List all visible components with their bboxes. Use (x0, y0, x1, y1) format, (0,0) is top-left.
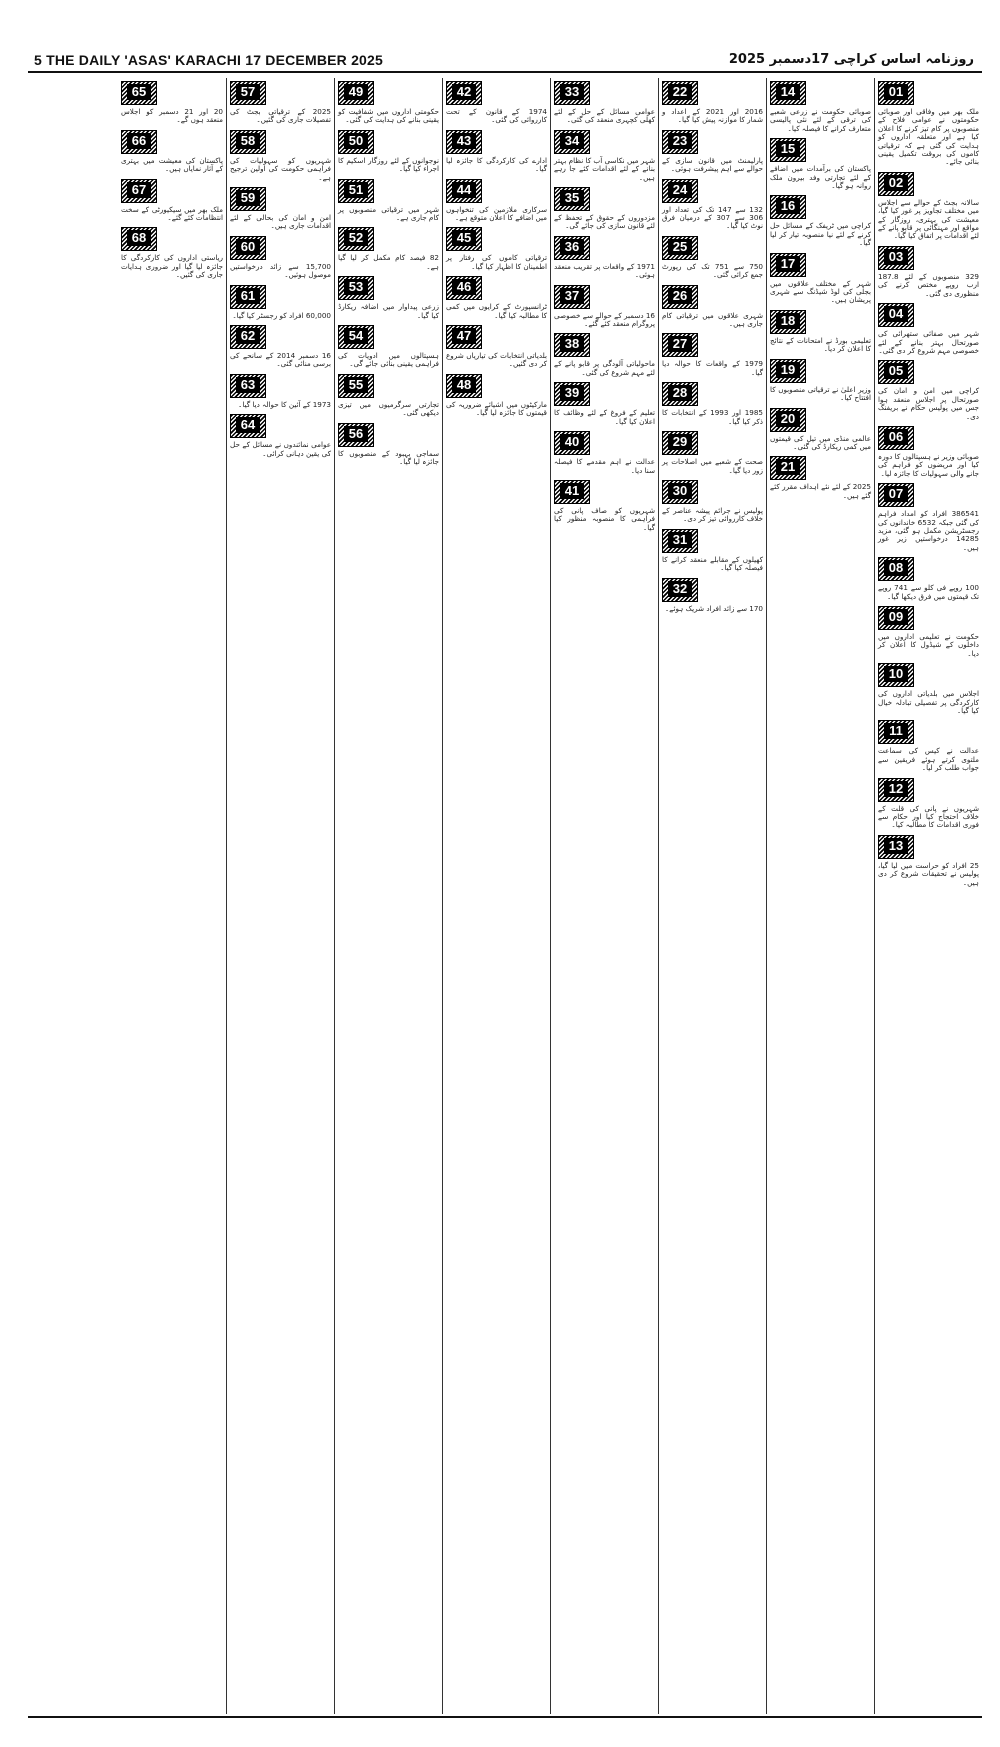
news-story (662, 382, 763, 426)
story-text: شہریوں کو سہولیات کی فراہمی حکومت کی اولین ترجیح ہے۔ (230, 155, 331, 182)
story-number: 43 (452, 133, 476, 149)
story-number-badge (446, 276, 482, 300)
story-text: 82 فیصد کام مکمل کر لیا گیا ہے۔ (338, 253, 439, 271)
story-text: بلدیاتی انتخابات کی تیاریاں شروع کر دی گئیں۔ (446, 351, 547, 369)
story-number: 60 (236, 239, 260, 255)
story-number: 24 (668, 182, 692, 198)
story-text: صحت کے شعبے میں اصلاحات پر زور دیا گیا۔ (662, 457, 763, 475)
story-text: 2025 کے ترقیاتی بجٹ کی تفصیلات جاری کی گئیں۔ (230, 107, 331, 125)
story-number: 58 (236, 133, 260, 149)
story-text: تجارتی سرگرمیوں میں تیزی دیکھی گئی۔ (338, 399, 439, 418)
story-number: 31 (668, 532, 692, 548)
news-story (662, 236, 763, 280)
story-number: 06 (884, 429, 908, 445)
news-story (554, 236, 655, 280)
news-story (662, 480, 763, 524)
story-number: 56 (344, 426, 368, 442)
news-story (554, 187, 655, 231)
story-number-badge (770, 456, 806, 480)
story-text: صوبائی وزیر نے ہسپتالوں کا دورہ کیا اور مریضوں کو فراہم کی جانے والی سہولیات کا جائزہ لیا۔ (878, 451, 979, 478)
story-number-badge (554, 333, 590, 357)
story-number: 07 (884, 486, 908, 502)
story-number: 54 (344, 328, 368, 344)
story-number-badge (230, 130, 266, 154)
news-story (878, 303, 979, 355)
story-number: 61 (236, 288, 260, 304)
story-number-badge (878, 835, 914, 859)
story-number-badge (878, 303, 914, 327)
news-story (662, 431, 763, 475)
news-story (662, 81, 763, 125)
news-story (662, 285, 763, 329)
news-story (770, 456, 871, 500)
story-text: 16 دسمبر 2014 کے سانحے کی برسی منائی گئی۔ (230, 351, 331, 369)
story-number-badge (878, 81, 914, 105)
story-text: پولیس نے جرائم پیشہ عناصر کے خلاف کارروائی تیز کر دی۔ (662, 505, 763, 524)
story-text: ریاستی اداروں کی کارکردگی کا جائزہ لیا گیا اور ضروری ہدایات جاری کی گئیں۔ (121, 253, 223, 280)
story-text: عوامی نمائندوں نے مسائل کے حل کی یقین دہانی کرائی۔ (230, 440, 331, 458)
news-story (446, 81, 547, 125)
story-number-badge (230, 236, 266, 260)
story-text: شہریوں کو صاف پانی کی فراہمی کا منصوبہ منظور کیا گیا۔ (554, 505, 655, 532)
column-4 (550, 78, 658, 1714)
news-story (878, 557, 979, 601)
page-header (0, 0, 1000, 74)
story-text: عوامی مسائل کے حل کے لئے کھلی کچہری منعقد کی گئی۔ (554, 107, 655, 125)
story-number-badge (338, 81, 374, 105)
story-number-badge (338, 179, 374, 203)
footer-rule (28, 1716, 982, 1718)
story-number: 36 (560, 239, 584, 255)
story-number: 32 (668, 581, 692, 597)
story-number-badge (770, 310, 806, 334)
story-number-badge (121, 130, 157, 154)
story-number-badge (662, 179, 698, 203)
story-number: 34 (560, 133, 584, 149)
story-number: 52 (344, 230, 368, 246)
story-number-badge (662, 130, 698, 154)
news-story (338, 130, 439, 174)
news-story (446, 227, 547, 271)
story-text: اجلاس میں بلدیاتی اداروں کی کارکردگی پر تفصیلی تبادلہ خیال کیا گیا۔ (878, 689, 979, 716)
news-story (230, 414, 331, 458)
news-story (554, 285, 655, 329)
news-story (446, 374, 547, 418)
story-number-badge (121, 179, 157, 203)
story-text: زرعی پیداوار میں اضافہ ریکارڈ کیا گیا۔ (338, 302, 439, 320)
story-number: 13 (884, 838, 908, 854)
story-number-badge (554, 431, 590, 455)
story-text: حکومت نے تعلیمی اداروں میں داخلوں کے شیڈول کا اعلان کر دیا۔ (878, 632, 979, 658)
news-story (230, 325, 331, 369)
story-number-badge (554, 236, 590, 260)
story-number-badge (230, 414, 266, 438)
story-number-badge (770, 195, 806, 219)
news-story (338, 276, 439, 320)
story-text: 60,000 افراد کو رجسٹر کیا گیا۔ (232, 310, 331, 320)
story-text: ماحولیاتی آلودگی پر قابو پانے کے لئے مہم شروع کی گئی۔ (554, 359, 655, 377)
story-text: سرکاری ملازمین کی تنخواہوں میں اضافے کا اعلان متوقع ہے۔ (446, 204, 547, 223)
story-number: 19 (776, 362, 800, 378)
story-text: تعلیمی بورڈ نے امتحانات کے نتائج کا اعلان کر دیا۔ (770, 335, 871, 354)
story-number-badge (230, 187, 266, 211)
news-story (338, 374, 439, 418)
news-story (662, 130, 763, 174)
story-number-badge (662, 529, 698, 553)
news-story (446, 179, 547, 223)
story-number-badge (878, 778, 914, 802)
masthead-english: 5 THE DAILY 'ASAS' KARACHI 17 DECEMBER 2025 (34, 52, 384, 68)
story-number: 39 (560, 385, 584, 401)
story-number: 11 (884, 723, 908, 739)
story-number: 63 (236, 377, 260, 393)
story-number-badge (121, 81, 157, 105)
story-text: 132 سے 147 تک کی تعداد اور 306 سے 307 کے درمیان فرق نوٹ کیا گیا۔ (662, 204, 764, 231)
news-story (878, 606, 979, 658)
story-number-badge (230, 325, 266, 349)
story-text: 750 سے 751 تک کی رپورٹ جمع کرائی گئی۔ (662, 261, 763, 280)
story-number-badge (662, 431, 698, 455)
story-number: 03 (884, 249, 908, 265)
news-story (662, 179, 763, 231)
story-text: شہر کے مختلف علاقوں میں بجلی کی لوڈ شیڈنگ سے شہری پریشان ہیں۔ (770, 278, 871, 305)
story-number-badge (770, 408, 806, 432)
story-text: 1979 کے واقعات کا حوالہ دیا گیا۔ (662, 359, 763, 377)
story-number: 01 (884, 84, 908, 100)
story-text: صوبائی حکومت نے زرعی شعبے کی ترقی کے لئے نئی پالیسی متعارف کرانے کا فیصلہ کیا۔ (770, 107, 871, 133)
story-number-badge (338, 276, 374, 300)
story-number: 02 (884, 175, 908, 191)
story-number-badge (554, 187, 590, 211)
story-number-badge (446, 325, 482, 349)
story-text: 25 افراد کو حراست میں لیا گیا، پولیس نے تحقیقات شروع کر دی ہیں۔ (878, 860, 979, 887)
story-number: 41 (560, 483, 584, 499)
story-text: 170 سے زائد افراد شریک ہوئے۔ (665, 603, 763, 613)
story-number: 67 (127, 182, 151, 198)
story-number: 28 (668, 385, 692, 401)
story-text: 1974 کے قانون کے تحت کارروائی کی گئی۔ (446, 107, 547, 125)
news-story (554, 431, 655, 475)
story-number-badge (878, 246, 914, 270)
story-number-badge (662, 578, 698, 602)
story-text: کراچی میں ٹریفک کے مسائل حل کرنے کے لئے نیا منصوبہ تیار کر لیا گیا۔ (770, 221, 871, 248)
news-story (338, 81, 439, 125)
column-3 (658, 78, 766, 1714)
story-text: ٹرانسپورٹ کے کرایوں میں کمی کا مطالبہ کیا گیا۔ (446, 302, 547, 320)
story-number-badge (662, 285, 698, 309)
story-text: ترقیاتی کاموں کی رفتار پر اطمینان کا اظہار کیا گیا۔ (446, 253, 547, 271)
story-number-badge (878, 663, 914, 687)
news-story (770, 359, 871, 403)
news-story (446, 130, 547, 174)
news-story (878, 246, 979, 298)
header-rule (28, 71, 982, 73)
news-story (446, 325, 547, 369)
story-number-badge (446, 227, 482, 251)
news-story (230, 374, 331, 409)
story-text: ہسپتالوں میں ادویات کی فراہمی یقینی بنائی جائے گی۔ (338, 351, 439, 369)
news-story (878, 720, 979, 772)
story-text: 386541 افراد کو امداد فراہم کی گئی جبکہ 6532 خاندانوں کی رجسٹریشن مکمل ہو گئی، مزید 14285 درخواستیں زیر غور ہیں۔ (878, 509, 979, 552)
news-story (878, 360, 979, 421)
news-story (770, 81, 871, 133)
story-number-badge (770, 81, 806, 105)
story-text: امن و امان کی بحالی کے لئے اقدامات جاری ہیں۔ (230, 213, 331, 231)
story-number: 29 (668, 434, 692, 450)
column-7 (226, 78, 334, 1714)
story-number: 30 (668, 483, 692, 499)
story-number: 59 (236, 190, 260, 206)
story-number-badge (446, 179, 482, 203)
news-story (230, 81, 331, 125)
story-number-badge (878, 172, 914, 196)
story-number: 53 (344, 279, 368, 295)
story-text: نوجوانوں کے لئے روزگار اسکیم کا اجراء کیا گیا۔ (338, 155, 439, 174)
story-number-badge (662, 480, 698, 504)
news-story (446, 276, 547, 320)
story-text: 2025 کے لئے نئے اہداف مقرر کئے گئے ہیں۔ (770, 482, 871, 500)
news-story (338, 227, 439, 271)
story-number: 20 (776, 411, 800, 427)
story-text: 2016 اور 2021 کے اعداد و شمار کا موازنہ پیش کیا گیا۔ (662, 107, 763, 125)
story-number-badge (554, 382, 590, 406)
news-story (230, 236, 331, 280)
story-text: کھیلوں کے مقابلے منعقد کرانے کا فیصلہ کیا گیا۔ (662, 554, 763, 573)
story-number: 62 (236, 328, 260, 344)
story-text: پارلیمنٹ میں قانون سازی کے حوالے سے اہم پیشرفت ہوئی۔ (662, 155, 763, 174)
story-text: مزدوروں کے حقوق کے تحفظ کے لئے قانون سازی کی جائے گی۔ (554, 213, 655, 231)
story-number: 51 (344, 182, 368, 198)
story-number: 48 (452, 377, 476, 393)
story-number: 26 (668, 288, 692, 304)
story-text: شہر میں ترقیاتی منصوبوں پر کام جاری ہے۔ (338, 204, 439, 223)
story-number-badge (554, 480, 590, 504)
news-story (230, 187, 331, 231)
story-number-badge (338, 374, 374, 398)
story-number-badge (662, 236, 698, 260)
story-text: 1971 کے واقعات پر تقریب منعقد ہوئی۔ (554, 261, 655, 280)
story-number-badge (338, 325, 374, 349)
news-story (770, 138, 871, 190)
story-number: 21 (776, 459, 800, 475)
story-number: 33 (560, 84, 584, 100)
story-number-badge (554, 81, 590, 105)
story-text: مارکیٹوں میں اشیائے ضروریہ کی قیمتوں کا جائزہ لیا گیا۔ (446, 399, 547, 418)
story-text: پاکستان کی برآمدات میں اضافے کے لئے تجارتی وفد بیرون ملک روانہ ہو گیا۔ (770, 164, 871, 191)
news-story (121, 179, 223, 223)
story-number: 22 (668, 84, 692, 100)
story-number: 47 (452, 328, 476, 344)
story-number: 45 (452, 230, 476, 246)
story-number-badge (121, 227, 157, 251)
story-number-badge (878, 360, 914, 384)
news-story (770, 310, 871, 354)
story-number-badge (878, 557, 914, 581)
story-text: ملک بھر میں وفاقی اور صوبائی حکومتوں نے عوامی فلاح کے منصوبوں پر کام تیز کرنے کا اعلان کیا ہے اور متعلقہ اداروں کو ہدایت کی گئی ہے کہ ترقیاتی کاموں کی بروقت تکمیل یقینی بنائی جائے۔ (878, 107, 979, 167)
story-number: 65 (127, 84, 151, 100)
column-5 (442, 78, 550, 1714)
story-number: 10 (884, 666, 908, 682)
news-story (878, 426, 979, 478)
news-story (554, 480, 655, 532)
news-story (878, 778, 979, 830)
story-number: 25 (668, 239, 692, 255)
story-number: 08 (884, 560, 908, 576)
story-text: 20 اور 21 دسمبر کو اجلاس منعقد ہوں گے۔ (121, 107, 223, 125)
news-story (878, 172, 979, 241)
story-text: حکومتی اداروں میں شفافیت کو یقینی بنانے کی ہدایت کی گئی۔ (338, 107, 439, 125)
news-story (878, 81, 979, 167)
story-number-badge (554, 130, 590, 154)
story-number: 49 (344, 84, 368, 100)
story-number: 40 (560, 434, 584, 450)
news-story (230, 285, 331, 320)
news-story (878, 835, 979, 887)
story-text: عدالت نے کیس کی سماعت ملتوی کرتے ہوئے فریقین سے جواب طلب کر لیا۔ (878, 746, 979, 773)
story-number-badge (446, 374, 482, 398)
story-number: 46 (452, 279, 476, 295)
news-story (662, 529, 763, 573)
story-number: 05 (884, 363, 908, 379)
story-text: عالمی منڈی میں تیل کی قیمتوں میں کمی ریکارڈ کی گئی۔ (770, 433, 871, 451)
story-number: 23 (668, 133, 692, 149)
story-number-badge (230, 374, 266, 398)
story-text: سالانہ بجٹ کے حوالے سے اجلاس میں مختلف تجاویز پر غور کیا گیا، معیشت کی بہتری، روزگار کے مواقع اور مہنگائی پر قابو پانے کے لئے اقدامات پر اتفاق کیا گیا۔ (878, 197, 979, 241)
story-number-badge (878, 483, 914, 507)
story-number: 37 (560, 288, 584, 304)
story-text: شہریوں نے پانی کی قلت کے خلاف احتجاج کیا اور حکام سے فوری اقدامات کا مطالبہ کیا۔ (878, 803, 979, 830)
story-number-badge (662, 382, 698, 406)
story-text: شہر میں نکاسی آب کا نظام بہتر بنانے کے لئے اقدامات کئے جا رہے ہیں۔ (554, 155, 655, 182)
story-number: 44 (452, 182, 476, 198)
story-number: 35 (560, 190, 584, 206)
story-text: تعلیم کے فروغ کے لئے وظائف کا اعلان کیا گیا۔ (554, 408, 655, 426)
story-number-badge (338, 227, 374, 251)
story-text: وزیر اعلیٰ نے ترقیاتی منصوبوں کا افتتاح کیا۔ (770, 384, 871, 403)
story-number-badge (878, 606, 914, 630)
story-number: 68 (127, 230, 151, 246)
story-number: 64 (236, 417, 260, 433)
story-number-badge (338, 130, 374, 154)
story-number: 27 (668, 336, 692, 352)
story-number: 14 (776, 84, 800, 100)
news-story (662, 578, 763, 613)
story-text: پاکستان کی معیشت میں بہتری کے آثار نمایاں ہیں۔ (121, 155, 223, 174)
masthead-urdu: روزنامہ اساس کراچی 17دسمبر 2025 (728, 52, 974, 67)
story-number: 38 (560, 336, 584, 352)
story-number-badge (338, 423, 374, 447)
story-number: 04 (884, 306, 908, 322)
news-story (770, 253, 871, 305)
story-text: شہر میں صفائی ستھرائی کی صورتحال بہتر بنانے کے لئے خصوصی مہم شروع کر دی گئی۔ (878, 329, 979, 355)
story-number-badge (662, 333, 698, 357)
story-number: 16 (776, 198, 800, 214)
story-number-badge (230, 285, 266, 309)
news-story (770, 195, 871, 247)
story-text: 16 دسمبر کے حوالے سے خصوصی پروگرام منعقد کئے گئے۔ (554, 310, 655, 329)
story-number-badge (662, 81, 698, 105)
news-story (121, 130, 223, 174)
story-number-badge (770, 253, 806, 277)
newspaper-columns (32, 78, 982, 1714)
news-story (554, 81, 655, 125)
story-text: 100 روپے فی کلو سے 741 روپے تک قیمتوں میں فرق دیکھا گیا۔ (878, 583, 979, 601)
story-number: 57 (236, 84, 260, 100)
story-text: سماجی بہبود کے منصوبوں کا جائزہ لیا گیا۔ (338, 448, 439, 467)
story-number-badge (770, 359, 806, 383)
story-number: 18 (776, 313, 800, 329)
story-text: کراچی میں امن و امان کی صورتحال پر اجلاس منعقد ہوا جس میں پولیس حکام نے بریفنگ دی۔ (878, 386, 979, 421)
column-1 (874, 78, 982, 1714)
story-number: 17 (776, 256, 800, 272)
column-2 (766, 78, 874, 1714)
news-story (338, 325, 439, 369)
news-story (338, 423, 439, 467)
news-story (554, 333, 655, 377)
story-number: 12 (884, 781, 908, 797)
story-text: 329 منصوبوں کے لئے 187.8 ارب روپے مختص کرنے کی منظوری دی گئی۔ (878, 271, 979, 298)
story-text: 1985 اور 1993 کے انتخابات کا ذکر کیا گیا۔ (662, 408, 763, 426)
story-text: ملک بھر میں سیکیورٹی کے سخت انتظامات کئے گئے۔ (121, 204, 223, 223)
story-number: 09 (884, 609, 908, 625)
news-story (121, 81, 223, 125)
news-story (121, 227, 223, 279)
story-text: شہری علاقوں میں ترقیاتی کام جاری ہیں۔ (662, 310, 763, 329)
story-number: 15 (776, 141, 800, 157)
story-text: 15,700 سے زائد درخواستیں موصول ہوئیں۔ (230, 261, 331, 280)
story-number-badge (446, 130, 482, 154)
story-number-badge (770, 138, 806, 162)
news-story (554, 382, 655, 426)
news-story (878, 663, 979, 715)
story-number: 66 (127, 133, 151, 149)
news-story (230, 130, 331, 182)
story-number-badge (554, 285, 590, 309)
story-text: 1973 کے آئین کا حوالہ دیا گیا۔ (238, 399, 331, 409)
news-story (338, 179, 439, 223)
story-number-badge (878, 720, 914, 744)
news-story (878, 483, 979, 552)
column-6 (334, 78, 442, 1714)
story-number-badge (230, 81, 266, 105)
column-8 (118, 78, 226, 1714)
news-story (770, 408, 871, 452)
story-number-badge (446, 81, 482, 105)
news-story (554, 130, 655, 182)
story-number: 42 (452, 84, 476, 100)
story-text: ادارے کی کارکردگی کا جائزہ لیا گیا۔ (446, 155, 547, 174)
story-number-badge (878, 426, 914, 450)
news-story (662, 333, 763, 377)
story-text: عدالت نے اہم مقدمے کا فیصلہ سنا دیا۔ (554, 457, 655, 475)
story-number: 55 (344, 377, 368, 393)
story-number: 50 (344, 133, 368, 149)
